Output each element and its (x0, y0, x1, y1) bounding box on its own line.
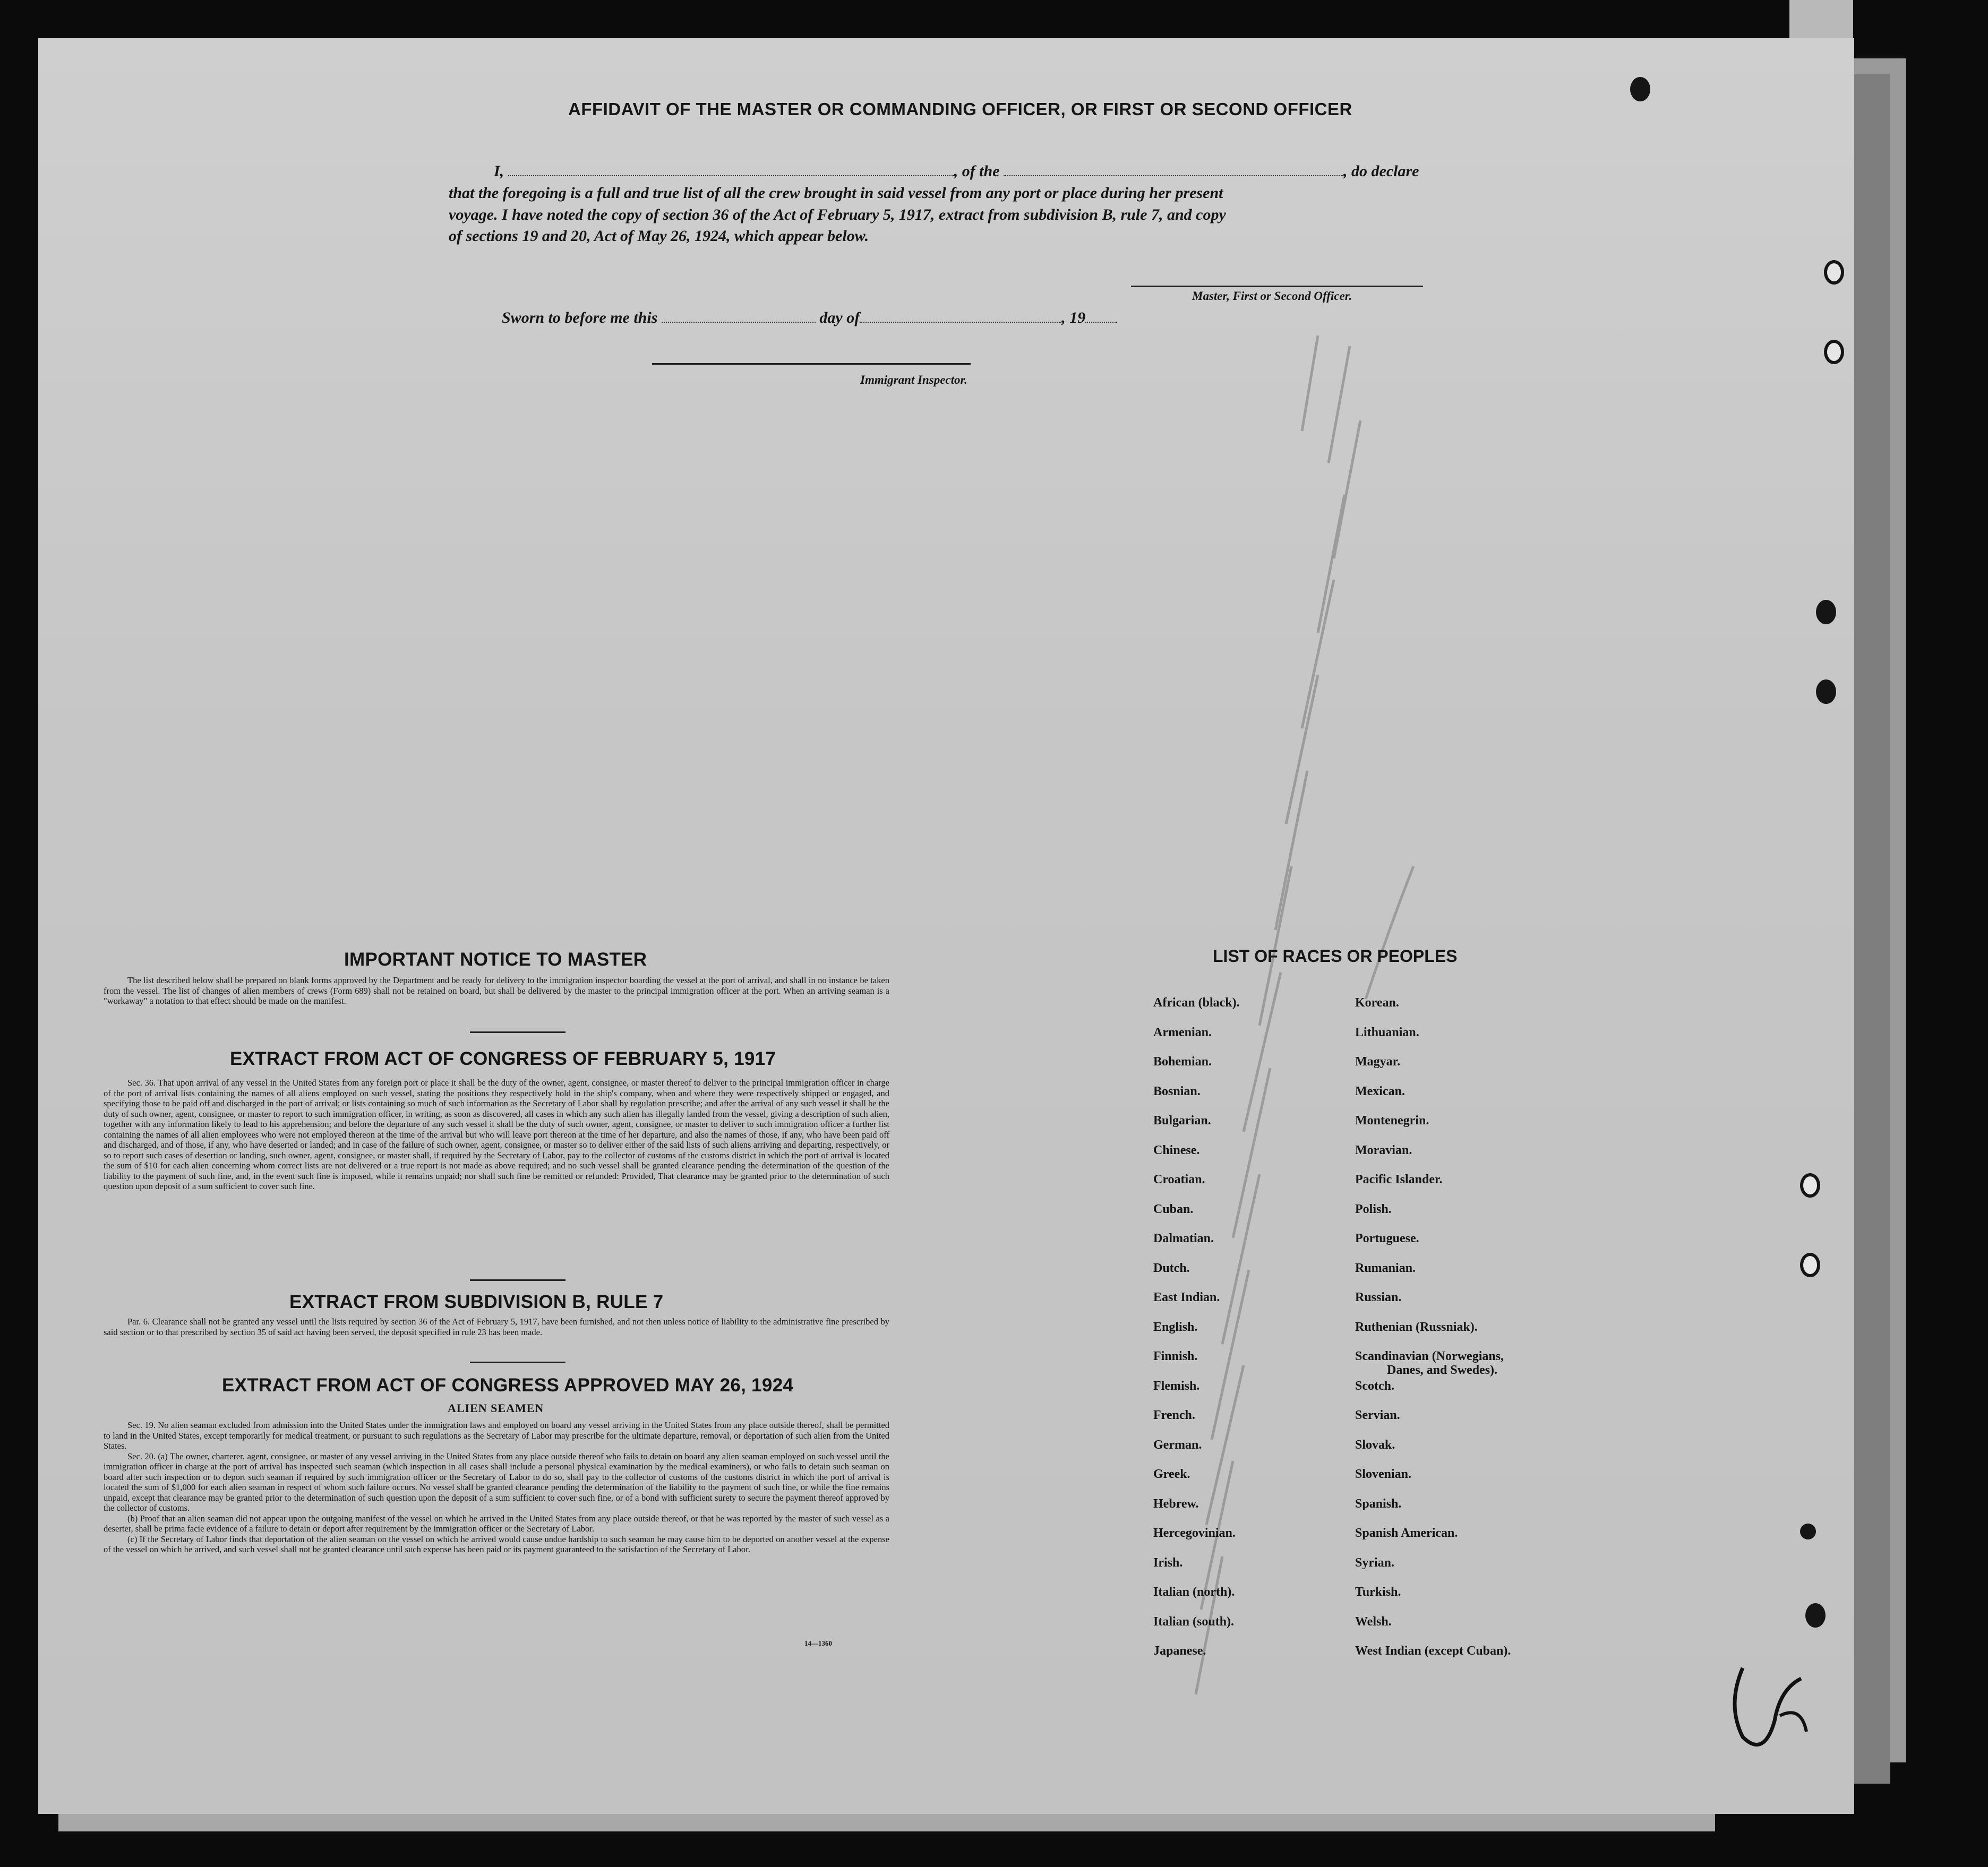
race-item: Polish. (1355, 1202, 1392, 1216)
sworn-text: Sworn to before me this (502, 309, 658, 326)
affidavit-line-2: that the foregoing is a full and true list of all the crew brought in said vessel from any port or place during her present (449, 184, 1223, 202)
race-item: Ruthenian (Russniak). (1355, 1320, 1478, 1334)
race-item: Irish. (1153, 1555, 1183, 1570)
race-item: Lithuanian. (1355, 1025, 1419, 1039)
race-item: Servian. (1355, 1408, 1400, 1422)
race-item: Bosnian. (1153, 1084, 1201, 1098)
race-item: Italian (south). (1153, 1614, 1235, 1629)
races-left-column (1153, 996, 1355, 1674)
race-item: Moravian. (1355, 1143, 1412, 1157)
extract-1917-body (104, 1078, 889, 1192)
race-item: Scotch. (1355, 1379, 1394, 1393)
punch-hole (1630, 77, 1650, 101)
race-item: Portuguese. (1355, 1232, 1419, 1245)
master-label: Master, First or Second Officer. (1192, 289, 1352, 303)
race-item: Hebrew. (1153, 1496, 1199, 1511)
race-item: Bulgarian. (1153, 1114, 1211, 1128)
punch-hole (1800, 1173, 1820, 1198)
race-item: Spanish. (1355, 1496, 1402, 1511)
alien-seamen-subtitle: ALIEN SEAMEN (448, 1401, 544, 1415)
race-item: Croatian. (1153, 1173, 1205, 1186)
punch-hole (1800, 1524, 1816, 1539)
race-item: Turkish. (1355, 1585, 1401, 1599)
affidavit-line-3: voyage. I have noted the copy of section 36 of the Act of February 5, 1917, extract from subdivision B, rule 7, and copy (449, 206, 1226, 223)
race-item-continued: Danes, and Swedes). (1387, 1363, 1498, 1377)
notice-text: The list described below shall be prepared on blank forms approved by the Department and be ready for delivery to the immigration inspector boarding the vessel at the port of arrival, and shall in no instance be taken from the vessel. The list of changes of alien members of crews (Form 689) shall not be retained on board, but shall be delivered by the master to the principal immigration officer at the port. When an arriving seaman is a "workaway" a notation to that effect should be made on the manifest. (104, 975, 889, 1006)
races-title: LIST OF RACES OR PEOPLES (1213, 947, 1458, 966)
race-item: German. (1153, 1438, 1202, 1452)
vessel-blank[interactable] (1004, 164, 1343, 176)
affidavit-line-1 (494, 162, 1419, 180)
sworn-day-blank[interactable] (662, 310, 816, 323)
divider (470, 1279, 565, 1281)
notice-body (104, 975, 889, 1006)
race-item: Montenegrin. (1355, 1114, 1429, 1128)
race-item: Japanese. (1153, 1644, 1206, 1658)
races-right-column (1355, 996, 1599, 1674)
race-item: Chinese. (1153, 1143, 1200, 1157)
sworn-year: , 19 (1061, 309, 1086, 326)
race-item: Magyar. (1355, 1055, 1401, 1069)
inspector-label: Immigrant Inspector. (860, 373, 967, 386)
race-item: Armenian. (1153, 1025, 1212, 1039)
race-item: Welsh. (1355, 1614, 1392, 1629)
race-item: Bohemian. (1153, 1055, 1212, 1069)
master-signature-line[interactable] (1131, 286, 1423, 287)
background-sheet (1848, 74, 1890, 1784)
form-number: 14—1360 (804, 1639, 832, 1647)
handwritten-mark (1727, 1657, 1812, 1758)
inspector-signature-line[interactable] (652, 363, 971, 365)
sec-20c-text: (c) If the Secretary of Labor finds that deportation of the alien seaman on the vessel on which he arrived would cause undue hardship to such seaman he may cause him to be deported on another vessel at the expense of the vessel on which he arrived, and such vessel shall not be granted clearance until such expense has been paid or its payment guaranteed to the satisfaction of the Secretary of Labor. (104, 1534, 889, 1554)
race-item: Greek. (1153, 1467, 1190, 1481)
extract-1924-title: EXTRACT FROM ACT OF CONGRESS APPROVED MAY 26, 1924 (222, 1375, 794, 1396)
punch-hole (1816, 679, 1836, 704)
extract-1917-text: Sec. 36. That upon arrival of any vessel in the United States from any foreign port or place it shall be the duty of the owner, agent, consignee, or master thereof to deliver to the principal immigration officer in charge of the port of arrival lists containing the names of all aliens employed on such vessel, stating the positions they respectively hold in the ship's company, when and where they were respectively shipped or engaged, and specifying those to be paid off and discharged in the port of arrival; or lists containing so much of such information as the Secretary of Labor shall by regulation prescribe; and after the arrival of any such vessel it shall be the duty of such owner, agent, consignee, or master to report to such immigration officer, in writing, as soon as discovered, all cases in which any such alien has illegally landed from the vessel, giving a description of such alien, together with any information likely to lead to his apprehension; and before the departure of any such vessel it shall be the duty of such owner, agent, consignee, or master to deliver to such immigration officer a further list containing the names of all alien employees who were not employed thereon at the time of the arrival but who will leave port thereon at the time of her departure, and also the names of those, if any, who have been paid off and discharged, and of those, if any, who have deserted or landed; and in case of the failure of such owner, agent, consignee, or master so to deliver either of the said lists of such aliens arriving and departing, respectively, or so to report such cases of desertion or landing, such owner, agent, consignee, or master shall, if required by the Secretary of Labor, pay to the collector of customs of the customs district in which the port of arrival is located the sum of $10 for each alien concerning whom correct lists are not delivered or a true report is not made as above required; and no such vessel shall be granted clearance pending the determination of the question of the liability to the payment of such fine, and, in the event such fine is imposed, while it remains unpaid; nor shall such fine be remitted or refunded: Provided, That clearance may be granted prior to the determination of such question upon deposit of a sum sufficient to cover such fine. (104, 1078, 889, 1191)
notice-title: IMPORTANT NOTICE TO MASTER (344, 949, 647, 970)
punch-hole (1800, 1253, 1820, 1277)
extract-1924-body (104, 1420, 889, 1555)
race-item: Mexican. (1355, 1084, 1405, 1098)
affidavit-do-declare: , do declare (1343, 162, 1419, 180)
race-item: Russian. (1355, 1290, 1402, 1304)
race-item: African (black). (1153, 996, 1240, 1010)
extract-rule7-body (104, 1317, 889, 1337)
affidavit-of-the: , of the (954, 162, 1000, 180)
race-item: Slovenian. (1355, 1467, 1412, 1481)
race-item: Flemish. (1153, 1379, 1200, 1393)
race-item: Finnish. (1153, 1349, 1198, 1363)
extract-1917-title: EXTRACT FROM ACT OF CONGRESS OF FEBRUARY 5, 1917 (230, 1048, 776, 1069)
race-item: West Indian (except Cuban). (1355, 1644, 1511, 1658)
punch-hole (1816, 600, 1836, 624)
sec-20b-text: (b) Proof that an alien seaman did not appear upon the outgoing manifest of the vessel on which he arrived in the United States from any place outside thereof, or that he was reported by the master of such vessel as a deserter, shall be prima facie evidence of a failure to detain or deport after requirement by the immigration officer or the Secretary of Labor. (104, 1513, 889, 1534)
race-item: Scandinavian (Norwegians, (1355, 1349, 1504, 1363)
affidavit-i: I, (494, 162, 504, 180)
divider (470, 1362, 565, 1363)
race-item: English. (1153, 1320, 1198, 1334)
race-item: Dalmatian. (1153, 1232, 1214, 1245)
affidavit-line-4: of sections 19 and 20, Act of May 26, 1924, which appear below. (449, 227, 869, 245)
race-item: Korean. (1355, 996, 1399, 1010)
sec-20a-text: Sec. 20. (a) The owner, charterer, agent, consignee, or master of any vessel arriving in the United States from any place outside thereof who fails to detain on board any alien seaman employed on such vessel until the immigration officer in charge at the port of arrival has inspected such seaman (which inspection in all cases shall include a personal physical examination by the medical examiners), or who fails to detain such seaman on board after such inspection or to deport such seaman if required by such immigration officer or the Secretary of Labor to do so, shall pay to the collector of customs of the customs district in which the port of arrival is located the sum of $1,000 for each alien seaman in respect of whom such failure occurs. No vessel shall be granted clearance pending the determination of the liability to the payment of such fine, or while the fine remains unpaid, except that clearance may be granted prior to the determination of such question upon the deposit of a sum sufficient to cover such fine, or of a bond with sufficient surety to secure the payment thereof approved by the collector of customs. (104, 1451, 889, 1513)
race-item: Rumanian. (1355, 1261, 1416, 1275)
sworn-month-blank[interactable] (860, 310, 1061, 323)
punch-hole (1824, 260, 1844, 285)
extract-rule7-title: EXTRACT FROM SUBDIVISION B, RULE 7 (289, 1292, 664, 1312)
divider (470, 1031, 565, 1033)
punch-hole (1805, 1603, 1826, 1628)
affidavit-title: AFFIDAVIT OF THE MASTER OR COMMANDING OFFICER, OR FIRST OR SECOND OFFICER (568, 99, 1352, 119)
sworn-day-of: day of (819, 309, 860, 326)
race-item: Hercegovinian. (1153, 1526, 1236, 1540)
sworn-line (502, 309, 1117, 327)
race-item: East Indian. (1153, 1290, 1220, 1304)
race-item: Pacific Islander. (1355, 1173, 1443, 1186)
race-item: Slovak. (1355, 1438, 1395, 1452)
race-item: Cuban. (1153, 1202, 1194, 1216)
race-item: Dutch. (1153, 1261, 1190, 1275)
race-item: Spanish American. (1355, 1526, 1458, 1540)
extract-rule7-text: Par. 6. Clearance shall not be granted any vessel until the lists required by section 36 of the Act of February 5, 1917, have been furnished, and not then unless notice of liability to the administrative fine prescribed by said section or to that prescribed by section 35 of said act having been served, the deposit specified in rule 23 has been made. (104, 1317, 889, 1337)
name-blank[interactable] (508, 164, 954, 176)
sec-19-text: Sec. 19. No alien seaman excluded from admission into the United States under the immigration laws and employed on board any vessel arriving in the United States from any place outside thereof, shall be permitted to land in the United States, except temporarily for medical treatment, or pursuant to such regulations as the Secretary of Labor may prescribe for the ultimate departure, removal, or deportation of such alien from the United States. (104, 1420, 889, 1451)
race-item: Syrian. (1355, 1555, 1395, 1570)
race-item: Italian (north). (1153, 1585, 1235, 1599)
punch-hole (1824, 340, 1844, 364)
race-item: French. (1153, 1408, 1195, 1422)
sworn-year-blank[interactable] (1085, 310, 1117, 323)
